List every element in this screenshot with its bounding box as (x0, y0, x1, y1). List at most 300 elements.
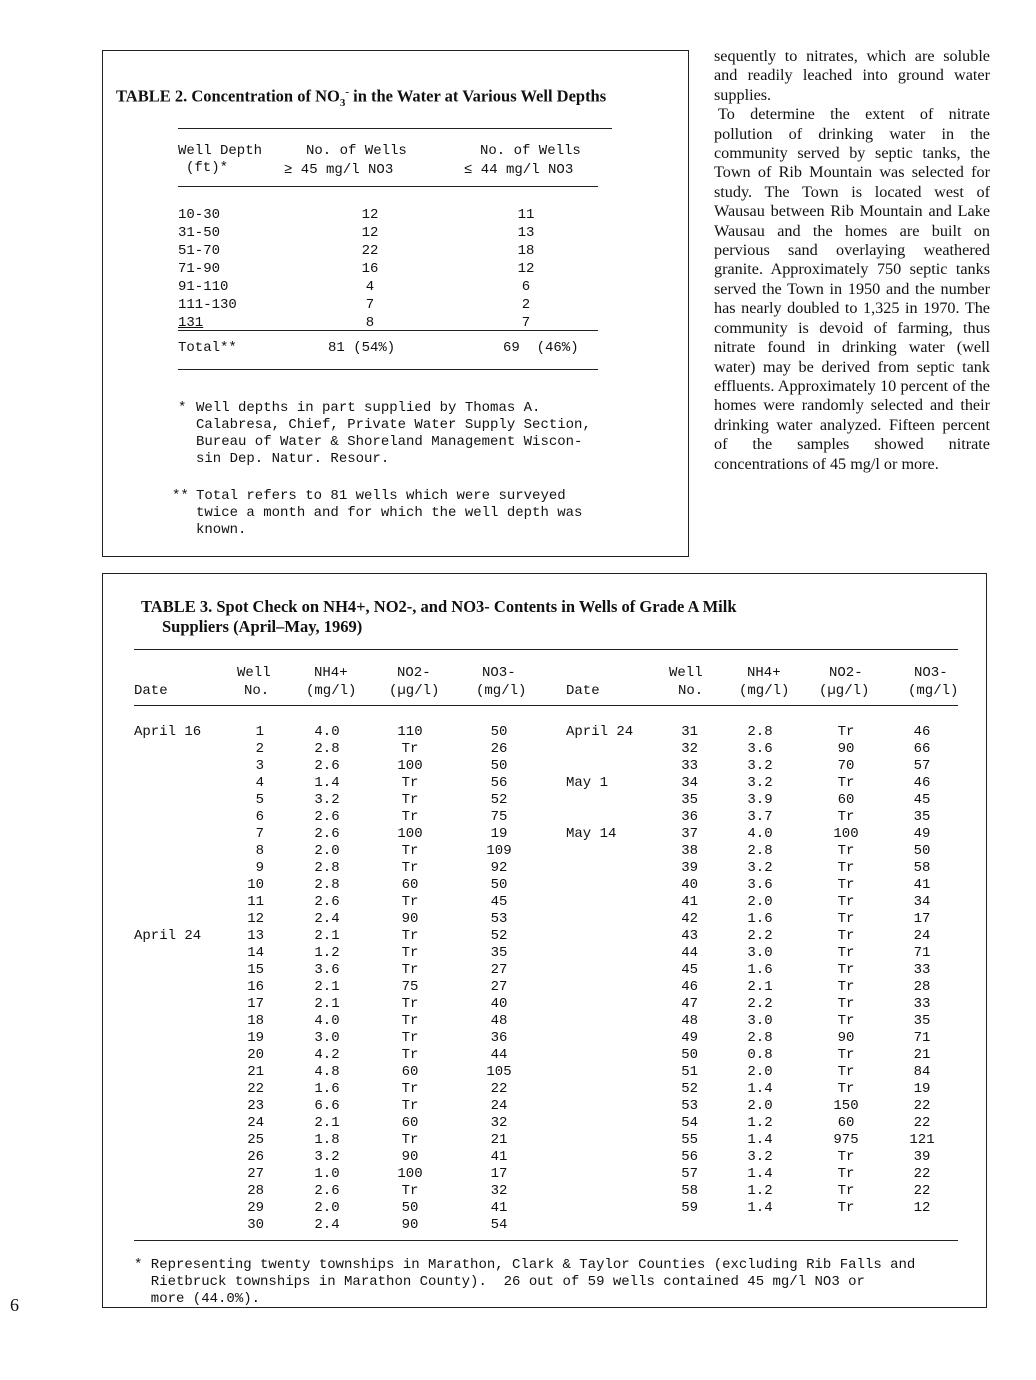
table-cell: 121 (909, 1132, 935, 1148)
table-cell: 35 (913, 809, 931, 825)
table-cell: 35 (913, 1013, 931, 1029)
table2-header-ge-2: ≥ 45 mg/l NO3 (284, 162, 394, 178)
table-cell (134, 894, 234, 911)
table-cell (134, 911, 234, 928)
table-cell (566, 996, 666, 1013)
table-cell: Tr (837, 1064, 855, 1080)
table3-header-well-1-right: Well (669, 665, 703, 681)
table-cell: Tr (401, 1013, 419, 1029)
table-cell: 36 (681, 809, 698, 825)
table-cell: 53 (681, 1098, 698, 1114)
table3-header-rule (134, 705, 958, 706)
table-cell (134, 1098, 234, 1115)
table-cell: Tr (401, 741, 419, 757)
page-number: 6 (10, 1295, 19, 1315)
table-cell: 40 (681, 877, 698, 893)
table-cell: 11 (247, 894, 264, 910)
table-cell: Tr (401, 996, 419, 1012)
table-cell (566, 843, 666, 860)
table-cell: 2.6 (314, 809, 340, 825)
table-cell: 2.0 (314, 843, 340, 859)
table3-header-nh4-2-right: (mg/l) (739, 683, 790, 699)
table-cell: 12 (361, 207, 379, 223)
table-cell: 84 (913, 1064, 931, 1080)
table-cell: Tr (401, 860, 419, 876)
table-cell: 17 (913, 911, 931, 927)
table3-header-no2-2: (µg/l) (389, 683, 440, 699)
table-cell: 8 (365, 315, 375, 331)
table-cell: 4.8 (314, 1064, 340, 1080)
table3-bottom-rule (134, 1240, 958, 1241)
table-cell: 44 (681, 945, 698, 961)
table-cell: 4 (255, 775, 264, 791)
table-cell: 3.2 (747, 758, 773, 774)
table-cell: Tr (401, 1081, 419, 1097)
table-cell: 55 (681, 1132, 698, 1148)
table-cell: 1.2 (747, 1115, 773, 1131)
table2-le-column (496, 206, 556, 332)
table-cell (134, 741, 234, 758)
table-cell: 75 (401, 979, 419, 995)
table-cell (566, 1200, 666, 1217)
table-cell: 40 (490, 996, 508, 1012)
table-cell: Tr (837, 1183, 855, 1199)
table-cell: 91-110 (178, 279, 229, 295)
table3-header-well-2-right: No. (678, 683, 704, 699)
table-cell: 109 (486, 843, 512, 859)
table-cell: 2.1 (314, 928, 340, 944)
table-cell: Tr (837, 1013, 855, 1029)
table-cell: 52 (681, 1081, 698, 1097)
table-cell: Tr (837, 1166, 855, 1182)
table-cell: 7 (365, 297, 375, 313)
table-cell: 19 (913, 1081, 931, 1097)
table-cell: 90 (837, 1030, 855, 1046)
table-cell: 37 (681, 826, 698, 842)
table-cell: 5 (255, 792, 264, 808)
table-cell: 7 (255, 826, 264, 842)
table-cell: 51-70 (178, 243, 221, 259)
table-cell: 2.6 (314, 758, 340, 774)
table-cell: Tr (837, 724, 855, 740)
table-cell (566, 1098, 666, 1115)
table-cell: 16 (247, 979, 264, 995)
table-cell (134, 945, 234, 962)
table3-footnote: * Representing twenty townships in Marathon, Clark & Taylor Counties (excluding Rib Falls and Rietbruck townships in Marathon County). 26 out of 59 wells contained 45 mg/l NO3 or more (44.0%). (134, 1257, 916, 1307)
table-cell: 26 (247, 1149, 264, 1165)
table-cell (134, 826, 234, 843)
table-cell: 2.0 (747, 1064, 773, 1080)
table-cell: Tr (401, 809, 419, 825)
table-cell: 3.9 (747, 792, 773, 808)
table2-header-le-1: No. of Wells (480, 143, 581, 159)
table-cell: 4 (365, 279, 375, 295)
table-cell: 12 (913, 1200, 931, 1216)
table-cell: 28 (247, 1183, 264, 1199)
table-cell: 7 (521, 315, 531, 331)
table-cell: 90 (401, 1217, 419, 1233)
table-cell: 2.6 (314, 894, 340, 910)
table-cell: 75 (490, 809, 508, 825)
table-cell: 12 (361, 225, 379, 241)
table-cell: 2.4 (314, 1217, 340, 1233)
table-cell (566, 860, 666, 877)
table-cell: 2.8 (314, 877, 340, 893)
table3-right-date-column (566, 724, 666, 1217)
table-cell: 2.1 (747, 979, 773, 995)
table3-header-no2-2-right: (µg/l) (819, 683, 870, 699)
table-cell (134, 1064, 234, 1081)
table-cell: 3.0 (314, 1030, 340, 1046)
table-cell: 2.0 (747, 1098, 773, 1114)
table-cell: 2.2 (747, 928, 773, 944)
table-cell: 1.4 (314, 775, 340, 791)
table-cell: 50 (490, 758, 508, 774)
table-cell: Tr (837, 894, 855, 910)
table-cell: 1.2 (747, 1183, 773, 1199)
table2-total-label: Total** (178, 340, 237, 356)
table-cell: Tr (401, 792, 419, 808)
table-cell: Tr (837, 962, 855, 978)
table-cell: 12 (247, 911, 264, 927)
table-cell: Tr (401, 894, 419, 910)
table-cell: 24 (490, 1098, 508, 1114)
table-cell: 131 (178, 315, 204, 331)
table-cell: 2.8 (314, 860, 340, 876)
table-cell: Tr (837, 996, 855, 1012)
table-cell (134, 1047, 234, 1064)
table-cell: 41 (681, 894, 698, 910)
table-cell: 0.8 (747, 1047, 773, 1063)
table3-header-nh4-1: NH4+ (314, 665, 348, 681)
table-cell: 2.1 (314, 979, 340, 995)
table-cell (566, 1132, 666, 1149)
table-cell: 51 (681, 1064, 698, 1080)
table-cell: May 14 (566, 826, 617, 842)
table-cell (566, 1115, 666, 1132)
table-cell: 111-130 (178, 297, 237, 313)
table-cell: 53 (490, 911, 508, 927)
table-cell: 2.1 (314, 1115, 340, 1131)
table2-top-rule (178, 128, 612, 129)
table-cell: 33 (681, 758, 698, 774)
table-cell (134, 1030, 234, 1047)
table-cell: 6 (521, 279, 531, 295)
table2-depth-column (178, 206, 268, 332)
table-cell: 2.8 (747, 843, 773, 859)
table-cell: 66 (913, 741, 931, 757)
table-cell: 22 (361, 243, 379, 259)
table3-header-no3-2: (mg/l) (476, 683, 527, 699)
table3-left-nh4-column (305, 724, 349, 1234)
table-cell: 4.2 (314, 1047, 340, 1063)
table-cell: Tr (401, 945, 419, 961)
table-cell: 39 (913, 1149, 931, 1165)
table-cell: 150 (833, 1098, 859, 1114)
table-cell: 70 (837, 758, 855, 774)
table2-total-rule (178, 330, 598, 331)
table-cell: 3.2 (747, 775, 773, 791)
table-cell (134, 1149, 234, 1166)
table-cell: 41 (490, 1149, 508, 1165)
table-cell: 1.6 (314, 1081, 340, 1097)
table-cell: 56 (681, 1149, 698, 1165)
table-cell: 52 (490, 792, 508, 808)
table-cell (134, 979, 234, 996)
table3-header-nh4-2: (mg/l) (306, 683, 357, 699)
table2-footnote2: Total refers to 81 wells which were surveyed twice a month and for which the well depth was known. (196, 488, 583, 538)
table-cell: 14 (247, 945, 264, 961)
table-cell: 50 (490, 724, 508, 740)
table-cell: 8 (255, 843, 264, 859)
table-cell: 13 (247, 928, 264, 944)
table3-top-rule (134, 649, 958, 650)
table-cell: 49 (913, 826, 931, 842)
table2-header-ge-1: No. of Wells (306, 143, 407, 159)
table-cell: 22 (913, 1166, 931, 1182)
table-cell: 39 (681, 860, 698, 876)
table-cell: 6 (255, 809, 264, 825)
table-cell: 2.8 (314, 741, 340, 757)
table-cell: 21 (913, 1047, 931, 1063)
table-cell: 21 (490, 1132, 508, 1148)
table-cell: 50 (401, 1200, 419, 1216)
table-cell (134, 860, 234, 877)
table-cell: 32 (681, 741, 698, 757)
table-cell: 28 (913, 979, 931, 995)
table-cell: 1.4 (747, 1200, 773, 1216)
table-cell: 45 (681, 962, 698, 978)
table3-header-no3-2-right: (mg/l) (908, 683, 959, 699)
table-cell: 48 (490, 1013, 508, 1029)
table-cell: 60 (837, 792, 855, 808)
table3-right-no2-column (824, 724, 868, 1217)
table-cell: 34 (681, 775, 698, 791)
table-cell: 100 (397, 1166, 423, 1182)
table-cell: 24 (913, 928, 931, 944)
table-cell: Tr (837, 979, 855, 995)
table-cell: 31-50 (178, 225, 221, 241)
table-cell: 1 (255, 724, 264, 740)
table-cell: 2.0 (747, 894, 773, 910)
table-cell (566, 809, 666, 826)
table-cell: 41 (913, 877, 931, 893)
table3-header-no3-1: NO3- (482, 665, 516, 681)
table2-total-ge: 81 (54%) (328, 340, 396, 356)
table3-header-well-1: Well (237, 665, 271, 681)
table-cell (134, 1115, 234, 1132)
table-cell (134, 1217, 234, 1234)
table-cell: 1.4 (747, 1081, 773, 1097)
table-cell: 26 (490, 741, 508, 757)
table3-header-nh4-1-right: NH4+ (747, 665, 781, 681)
table-cell: Tr (837, 860, 855, 876)
table3-header-date: Date (134, 683, 168, 699)
table-cell: 100 (397, 758, 423, 774)
table-cell: 2.8 (747, 724, 773, 740)
table-cell: 58 (913, 860, 931, 876)
table-cell: 22 (913, 1115, 931, 1131)
table-cell: 58 (681, 1183, 698, 1199)
table-cell (134, 1013, 234, 1030)
table-cell (566, 1149, 666, 1166)
table-cell: 1.0 (314, 1166, 340, 1182)
table2-ge-column (340, 206, 400, 332)
table-cell (566, 911, 666, 928)
table-cell: 57 (681, 1166, 698, 1182)
table3-title-line2: Suppliers (April–May, 1969) (162, 617, 363, 636)
table3-right-no3-column (900, 724, 944, 1217)
table-cell: 2.6 (314, 1183, 340, 1199)
table-cell: 27 (247, 1166, 264, 1182)
table-cell: 1.2 (314, 945, 340, 961)
table2-title: TABLE 2. Concentration of $NO_3^-$ in the Water at Various Well Depths (116, 86, 607, 109)
table-cell: 32 (490, 1115, 508, 1131)
table-cell (134, 1132, 234, 1149)
table-cell: 1.4 (747, 1132, 773, 1148)
table-cell: 2.1 (314, 996, 340, 1012)
table-cell (134, 775, 234, 792)
table-cell: 56 (490, 775, 508, 791)
table-cell: 22 (490, 1081, 508, 1097)
table2-header-rule (178, 186, 598, 187)
table-cell: 4.0 (314, 724, 340, 740)
table-cell: 46 (913, 775, 931, 791)
table-cell (566, 945, 666, 962)
table3-title-line1: TABLE 3. Spot Check on NH4+, NO2-, and NO3- Contents in Wells of Grade A Milk (141, 597, 737, 616)
table-cell: 33 (913, 996, 931, 1012)
table-cell: 2 (521, 297, 531, 313)
table-cell: 60 (401, 1115, 419, 1131)
table2-total-le: 69 (46%) (503, 340, 579, 356)
table-cell (566, 1081, 666, 1098)
table-cell (134, 877, 234, 894)
table-cell: 3.2 (747, 860, 773, 876)
table-cell: Tr (837, 775, 855, 791)
table-cell: 22 (247, 1081, 264, 1097)
table-cell (566, 928, 666, 945)
table-cell: May 1 (566, 775, 609, 791)
table3-header-well-2: No. (244, 683, 270, 699)
table-cell: 19 (490, 826, 508, 842)
table-cell: Tr (837, 928, 855, 944)
table-cell (566, 894, 666, 911)
table-cell: 44 (490, 1047, 508, 1063)
table-cell: 24 (247, 1115, 264, 1131)
table-cell: 2 (255, 741, 264, 757)
table-cell: Tr (837, 1200, 855, 1216)
table3-header-no3-1-right: NO3- (914, 665, 948, 681)
table-cell: 29 (247, 1200, 264, 1216)
table-cell: 47 (681, 996, 698, 1012)
table-cell: 2.6 (314, 826, 340, 842)
table-cell: 50 (913, 843, 931, 859)
table-cell: 60 (401, 877, 419, 893)
table-cell: 3.0 (747, 945, 773, 961)
table-cell: 2.0 (314, 1200, 340, 1216)
table2-header-le-2: ≤ 44 mg/l NO3 (464, 162, 574, 178)
table-cell: 10-30 (178, 207, 221, 223)
table-cell: 90 (401, 911, 419, 927)
table3-right-nh4-column (738, 724, 782, 1217)
table-cell (134, 758, 234, 775)
table-cell: Tr (837, 911, 855, 927)
table-cell: 100 (397, 826, 423, 842)
table2-header-depth-2: (ft)* (186, 160, 229, 176)
table-cell: 46 (913, 724, 931, 740)
table-cell (566, 962, 666, 979)
table-cell: 49 (681, 1030, 698, 1046)
table-cell: 42 (681, 911, 698, 927)
table-cell: 36 (490, 1030, 508, 1046)
table2-footnote1: Well depths in part supplied by Thomas A. Calabresa, Chief, Private Water Supply Section, Bureau of Water & Shoreland Management Wiscon- sin Dep. Natur. Resour. (196, 400, 591, 467)
table-cell: 13 (517, 225, 535, 241)
table2-footnote2-mark: ** (172, 488, 189, 504)
table-cell (134, 962, 234, 979)
table-cell: 4.0 (314, 1013, 340, 1029)
table3-left-no2-column (388, 724, 432, 1234)
table-cell: Tr (837, 1081, 855, 1097)
table2-footnote1-mark: * (178, 400, 187, 416)
table-cell: Tr (837, 877, 855, 893)
table-cell: Tr (401, 843, 419, 859)
table-cell: 17 (490, 1166, 508, 1182)
table-cell (134, 1166, 234, 1183)
table-cell: 3.2 (314, 1149, 340, 1165)
table-cell: 110 (397, 724, 423, 740)
table-cell: 71 (913, 945, 931, 961)
table-cell: 12 (517, 261, 535, 277)
table-cell: Tr (401, 962, 419, 978)
table-cell: 71 (913, 1030, 931, 1046)
table-cell: 1.6 (747, 911, 773, 927)
table-cell: 90 (837, 741, 855, 757)
table-cell: 50 (681, 1047, 698, 1063)
table3-left-no3-column (474, 724, 524, 1234)
table-cell: 60 (837, 1115, 855, 1131)
table2-header-depth-1: Well Depth (178, 143, 263, 159)
table-cell: 3.6 (747, 741, 773, 757)
table-cell: 1.8 (314, 1132, 340, 1148)
table-cell (566, 792, 666, 809)
table-cell: 38 (681, 843, 698, 859)
table-cell (134, 1200, 234, 1217)
table-cell: 60 (401, 1064, 419, 1080)
table-cell: April 24 (566, 724, 634, 740)
table-cell: 54 (490, 1217, 508, 1233)
table-cell: Tr (837, 1047, 855, 1063)
table-cell: 57 (913, 758, 931, 774)
table-cell: 34 (913, 894, 931, 910)
body-text (714, 47, 990, 474)
table-cell: 9 (255, 860, 264, 876)
table-cell: Tr (401, 1098, 419, 1114)
table-cell: 3.6 (314, 962, 340, 978)
table-cell: 3.7 (747, 809, 773, 825)
table-cell: 50 (490, 877, 508, 893)
table-cell: Tr (401, 1047, 419, 1063)
table-cell: 6.6 (314, 1098, 340, 1114)
table-cell: 45 (913, 792, 931, 808)
table-cell: 1.4 (747, 1166, 773, 1182)
paragraph: sequently to nitrates, which are soluble and readily leached into ground water supplies. (714, 47, 990, 104)
table-cell (566, 1064, 666, 1081)
table-cell: 2.8 (747, 1030, 773, 1046)
paragraph: To determine the extent of nitrate pollution of drinking water in the community served by septic tanks, the Town of Rib Mountain was selected for study. The Town is located west of Wausau between Rib Mountain and Lake Wausau and the homes are built on pervious sand overlaying weathered granite. Approximately 750 septic tanks served the Town in 1950 and the number has nearly doubled to 1,325 in 1970. The community is devoid of farming, thus nitrate found in drinking water (well water) may be derived from septic tank effluents. Approximately 10 percent of the homes were randomly selected and their drinking water analyzed. Fifteen percent of the samples showed nitrate concentrations of 45 mg/l or more. (714, 105, 990, 473)
table-cell: 2.2 (747, 996, 773, 1012)
table-cell (566, 758, 666, 775)
table-cell: 4.0 (747, 826, 773, 842)
